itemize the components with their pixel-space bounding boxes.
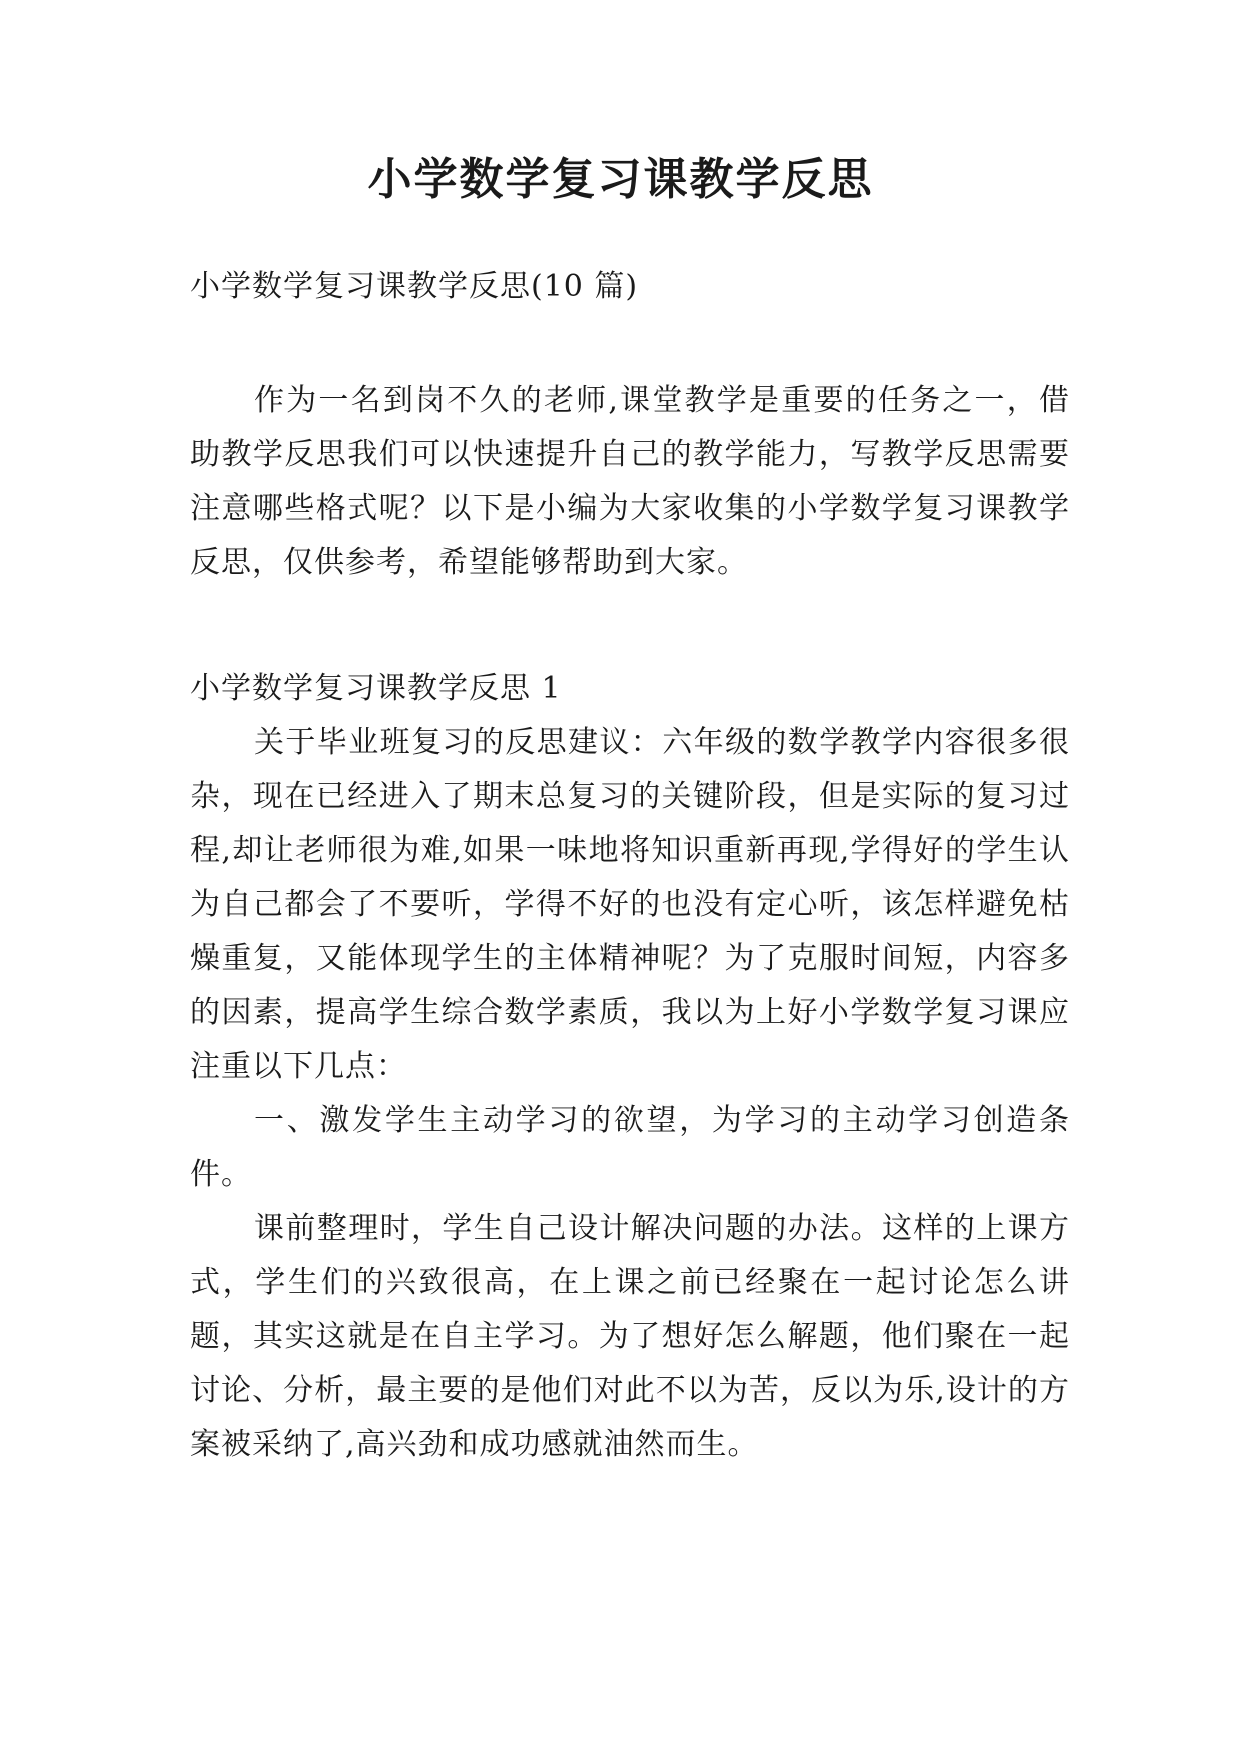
document-body (190, 260, 1070, 1472)
body-paragraph: 一、激发学生主动学习的欲望，为学习的主动学习创造条件。 (190, 1103, 1070, 1192)
document-title: 小学数学复习课教学反思 (367, 154, 874, 205)
section-heading: 小学数学复习课教学反思 1 (190, 671, 562, 706)
document-subtitle: 小学数学复习课教学反思(10 篇) (190, 269, 639, 304)
body-paragraph: 课前整理时，学生自己设计解决问题的办法。这样的上课方式，学生们的兴致很高，在上课之前已经聚在一起讨论怎么讲题，其实这就是在自主学习。为了想好怎么解题，他们聚在一起讨论、分析，最主要的是他们对此不以为苦，反以为乐,设计的方案被采纳了,高兴劲和成功感就油然而生。 (190, 1211, 1070, 1462)
body-paragraph: 关于毕业班复习的反思建议：六年级的数学教学内容很多很杂，现在已经进入了期末总复习的关键阶段，但是实际的复习过程,却让老师很为难,如果一味地将知识重新再现,学得好的学生认为自己都会了不要听，学得不好的也没有定心听，该怎样避免枯燥重复，又能体现学生的主体精神呢？为了克服时间短，内容多的因素，提高学生综合数学素质，我以为上好小学数学复习课应注重以下几点： (190, 725, 1070, 1084)
intro-paragraph: 作为一名到岗不久的老师,课堂教学是重要的任务之一，借助教学反思我们可以快速提升自己的教学能力，写教学反思需要注意哪些格式呢？以下是小编为大家收集的小学数学复习课教学反思，仅供参考，希望能够帮助到大家。 (190, 383, 1070, 580)
